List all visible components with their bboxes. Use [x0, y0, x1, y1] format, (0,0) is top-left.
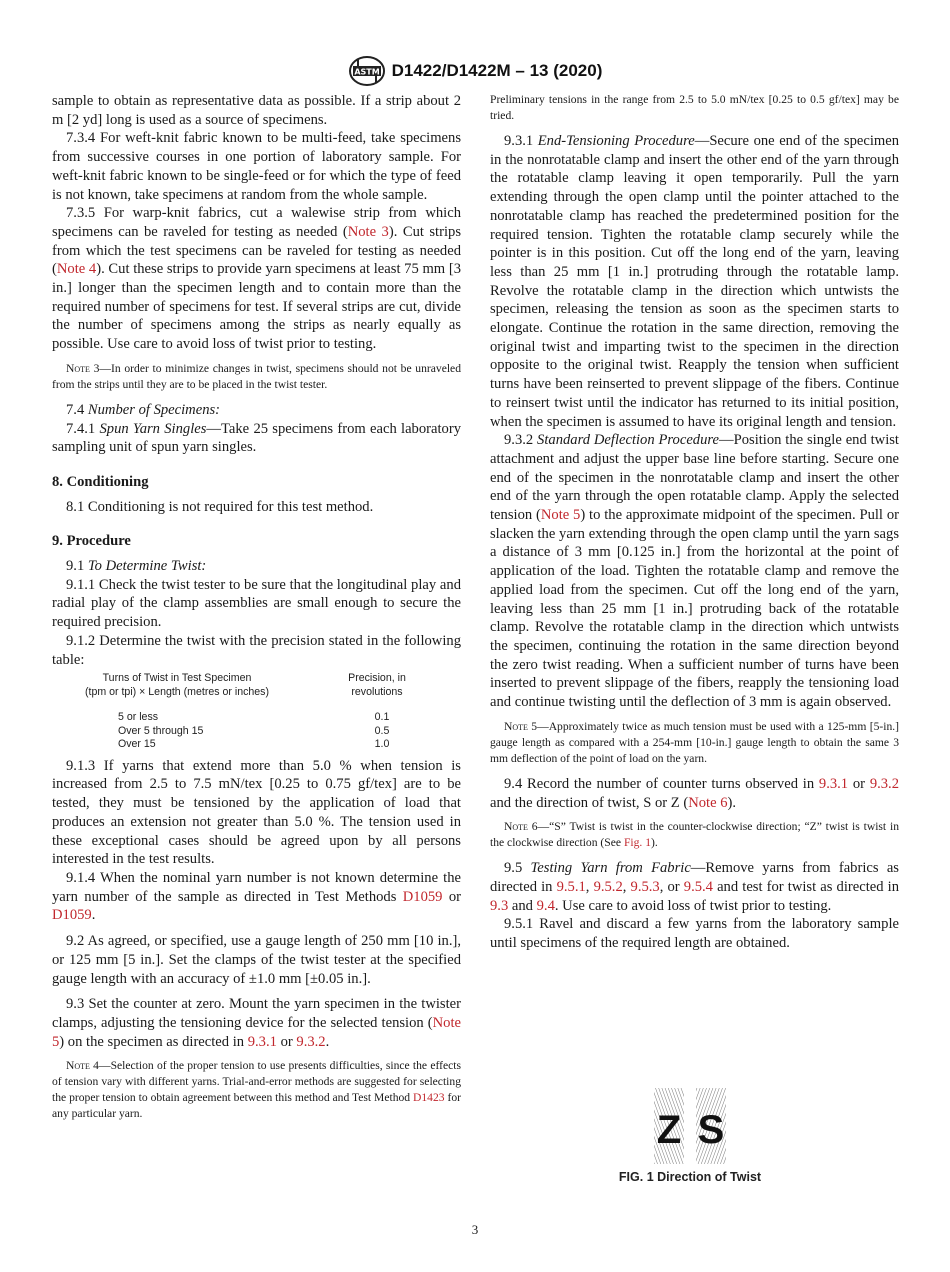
- section-9-1: 9.1 To Determine Twist:: [66, 558, 207, 575]
- section-9-3-1-link[interactable]: 9.3.1: [247, 1033, 277, 1050]
- section-9-5: 9.5 Testing Yarn from Fabric—Remove yarns from fabrics as directed in 9.5.1, 9.5.2, 9.5.3, or 9.5.4 and test for twist as directed in 9.3 and 9.4. Use care to avoid loss of twist prior to testing.: [490, 860, 900, 914]
- section-9-3-2: 9.3.2 Standard Deflection Procedure—Position the single end twist attachment and adjust the upper base line before starting. Secure one end of the specimen in the nonrotatable clamp and insert the other end of the yarn through the open rotatable clamp. Apply the selected tension (Note 5) to the approximate midpoint of the specimen. Pull or slacken the yarn extending through the open clamp until the yarn sags a distance of 3 mm [0.125 in.] from the horizontal at the point of application of the load. Tighten the rotatable clamp and remove the applied load from the specimen. Cut off the long end of the yarn, leaving less than 25 mm [1 in.] protruding back of the rotatable clamp. Revolve the rotatable clamp in the direction which untwists the specimen, continuing the rotation in the same direction beyond the zero twist reading. When a sufficient number of turns have been inserted to prevent slippage of the fibers, reapply the tensioning load and continue twisting until the deflection of 3 mm is again observed.: [490, 432, 899, 711]
- table-header-precision: Precision, in revolutions: [348, 672, 406, 698]
- section-9-4: 9.4 Record the number of counter turns observed in 9.3.1 or 9.3.2 and the direction of twist, S or Z (Note 6).: [490, 775, 899, 811]
- section-9-5-2-link[interactable]: 9.5.2: [593, 878, 623, 895]
- note-4-link[interactable]: Note 4: [56, 261, 97, 278]
- right-column: [490, 92, 899, 953]
- note-5-link[interactable]: Note 5: [540, 507, 581, 524]
- paragraph-7-3-5: 7.3.5 For warp-knit fabrics, cut a walewise strip from which specimens can be raveled for testing as needed (Note 3). Cut strips from which the test specimens can be raveled for testing as needed (Note 4). Cut these strips to provide yarn specimens at least 75 mm [3 in.] longer than the specimen length and to contain more than the required number of specimens for test. If several strips are cut, divide the number of specimens among the strips as nearly equally as possible. Use care to avoid loss of twist prior to testing.: [52, 205, 461, 353]
- section-8-1: 8.1 Conditioning is not required for this test method.: [66, 498, 374, 515]
- section-9-3: 9.3 Set the counter at zero. Mount the yarn specimen in the twister clamps, adjusting the tensioning device for the selected tension (Note 5) on the specimen as directed in 9.3.1 or 9.3.2.: [52, 996, 461, 1050]
- note-3-link[interactable]: Note 3: [347, 223, 389, 240]
- section-9-4-link[interactable]: 9.4: [536, 897, 555, 914]
- page-number: 3: [471, 1222, 479, 1237]
- svg-text:ASTM: ASTM: [353, 67, 380, 77]
- left-column: [52, 92, 461, 1130]
- note-3: Note 3—In order to minimize changes in twist, specimens should not be unraveled from the strips until they are to be placed in the twist tester.: [52, 361, 462, 391]
- table-row: Over 15 1.0: [118, 738, 390, 751]
- figure-caption: FIG. 1 Direction of Twist: [618, 1170, 762, 1184]
- astm-logo-icon: [348, 55, 386, 87]
- section-9-1-1: 9.1.1 Check the twist tester to be sure that the longitudinal play and radial play of the clamp assemblies are small enough to secure the required precision.: [52, 576, 461, 631]
- section-9-3-link[interactable]: 9.3: [490, 897, 509, 914]
- page-header: [0, 54, 950, 88]
- d1059-link[interactable]: D1059: [402, 888, 443, 905]
- twist-direction-figure: [652, 1088, 728, 1164]
- note-4: Note 4—Selection of the proper tension to use presents difficulties, since the effects of tension vary with different yarns. Trial-and-error methods are suggested for selecting the proper tension to obtain agreement between this method and Test Method D1423 for any particular yarn.: [52, 1059, 461, 1121]
- section-9-3-2-link[interactable]: 9.3.2: [296, 1033, 326, 1050]
- d1423-link[interactable]: D1423: [413, 1091, 445, 1105]
- precision-table: [52, 672, 452, 752]
- section-7-4: 7.4 Number of Specimens:: [66, 401, 221, 418]
- table-header-turns: Turns of Twist in Test Specimen (tpm or tpi) × Length (metres or inches): [85, 672, 269, 698]
- note-4-continued: Preliminary tensions in the range from 2.5 to 5.0 mN/tex [0.25 to 0.5 gf/tex] may be tried.: [490, 93, 899, 122]
- section-9-5-3-link[interactable]: 9.5.3: [630, 878, 660, 895]
- figure-1: [615, 1088, 765, 1184]
- section-9-1-3: 9.1.3 If yarns that extend more than 5.0 % when tension is increased from 2.5 to 7.5 mN/tex [0.25 to 0.75 gf/tex] are to be tested, they must be tensioned by the application of load that produces an extension not greater than 5.0 %. The tension used in these exceptional cases should be agreed upon by all persons interested in the test results.: [52, 757, 461, 868]
- z-twist-letter: Z: [656, 1108, 682, 1152]
- note-6-link[interactable]: Note 6: [688, 794, 728, 811]
- heading-procedure: 9. Procedure: [52, 533, 131, 550]
- fig-1-link[interactable]: Fig. 1: [623, 836, 651, 850]
- section-9-3-1: 9.3.1 End-Tensioning Procedure—Secure one end of the specimen in the nonrotatable clamp and insert the other end of the yarn through the rotatable clamp leaving it open temporarily. Pull the yarn extending through the open clamp until the pointer attached to the nonrotatable clamp has reached the predetermined position for the required tension. Tighten the rotatable clamp securely while the pointer is in this position. Cut off the long end of the yarn, leaving less than 25 mm [1 in.] protruding through the rotatable lamp. Revolve the rotatable clamp in the direction which untwists the specimen, releasing the tension as soon as the specimen starts to elongate. Continue the rotation in the same direction, removing the original twist and imparting twist to the specimen in the direction opposite to the original twist. Reapply the tension when sufficient turns have been reinserted to prevent slippage of the fibers. Continue to reinsert twist until the indicator has returned to its initial position, when the specimen is assumed to have its original length and tension.: [490, 133, 900, 430]
- note-5-link[interactable]: Note 5: [52, 1014, 461, 1050]
- section-9-5-1: 9.5.1 Ravel and discard a few yarns from the laboratory sample until specimens of the required length are obtained.: [490, 916, 899, 952]
- section-9-5-1-link[interactable]: 9.5.1: [556, 878, 586, 895]
- d1059-link-2[interactable]: D1059: [52, 907, 92, 924]
- section-9-3-2-link[interactable]: 9.3.2: [869, 775, 899, 792]
- section-9-5-4-link[interactable]: 9.5.4: [683, 878, 713, 895]
- heading-conditioning: 8. Conditioning: [52, 473, 149, 490]
- s-twist-letter: S: [697, 1108, 725, 1152]
- section-9-1-4: 9.1.4 When the nominal yarn number is not known determine the yarn number of the sample as directed in Test Methods D1059 or D1059.: [52, 870, 461, 924]
- paragraph-7-3-4: 7.3.4 For weft-knit fabric known to be multi-feed, take specimens from successive courses in one portion of laboratory sample. For weft-knit fabric known to be single-feed or for which the type of feed is not known, take specimens at random from the whole sample.: [52, 130, 461, 203]
- section-9-2: 9.2 As agreed, or specified, use a gauge length of 250 mm [10 in.], or 125 mm [5 in.]. Set the clamps of the twist tester at the specified gauge length with an accuracy of ±1.0 mm [±0.05 in.].: [52, 933, 461, 987]
- table-row: Over 5 through 15 0.5: [118, 724, 390, 737]
- section-9-3-1-link[interactable]: 9.3.1: [818, 775, 849, 792]
- note-6: Note 6—“S” Twist is twist in the counter-clockwise direction; “Z” twist is twist in the clockwise direction (See Fig. 1).: [490, 820, 899, 850]
- paragraph-7-3-3-cont: sample to obtain as representative data as possible. If a strip about 2 m [2 yd] long is used as a source of specimens.: [52, 93, 461, 128]
- note-5: Note 5—Approximately twice as much tension must be used with a 125-mm [5-in.] gauge length as compared with a 254-mm [10-in.] gauge length to obtain the same 3 mm deflection of the point of load on the yarn.: [490, 719, 899, 765]
- section-7-4-1: 7.4.1 Spun Yarn Singles—Take 25 specimens from each laboratory sampling unit of spun yarn singles.: [52, 420, 461, 456]
- table-row: 5 or less 0.1: [118, 711, 390, 724]
- document-id: D1422/D1422M – 13 (2020): [391, 61, 603, 80]
- section-9-1-2: 9.1.2 Determine the twist with the precision stated in the following table:: [52, 632, 461, 668]
